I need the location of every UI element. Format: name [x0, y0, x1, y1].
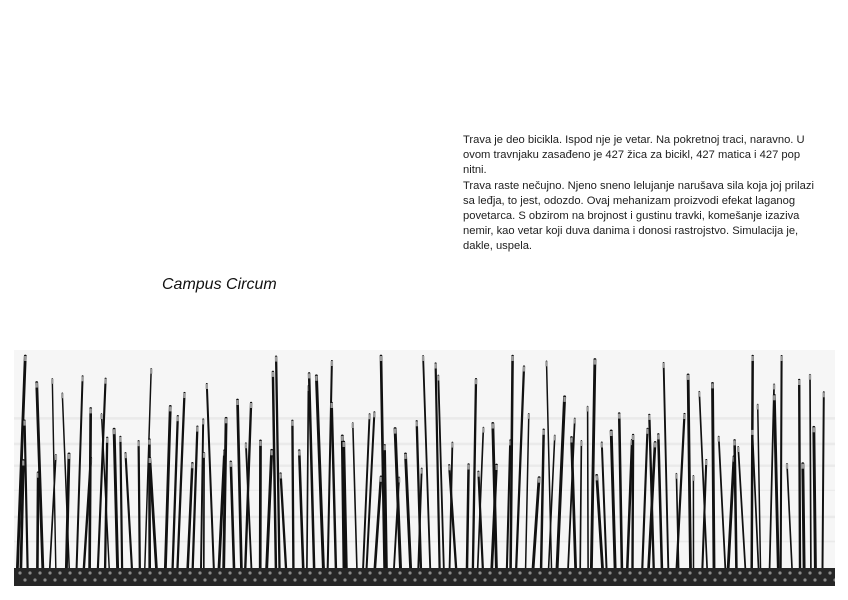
base-hole	[393, 578, 396, 581]
base-hole	[763, 578, 766, 581]
base-hole	[33, 578, 36, 581]
base-hole	[28, 571, 31, 574]
base-hole	[498, 571, 501, 574]
base-hole	[153, 578, 156, 581]
haze-line	[14, 541, 835, 543]
spoke-nipple	[343, 442, 345, 447]
base-hole	[738, 571, 741, 574]
spoke	[292, 421, 293, 568]
base-hole	[643, 578, 646, 581]
base-hole	[123, 578, 126, 581]
base-hole	[658, 571, 661, 574]
base-hole	[103, 578, 106, 581]
spoke-nipple	[823, 392, 825, 397]
spoke-nipple	[692, 476, 694, 481]
base-hole	[773, 578, 776, 581]
base-hole	[308, 571, 311, 574]
base-hole	[513, 578, 516, 581]
base-hole	[638, 571, 641, 574]
base-hole	[473, 578, 476, 581]
base-hole	[678, 571, 681, 574]
base-hole	[618, 571, 621, 574]
base-hole	[708, 571, 711, 574]
spoke-nipple	[68, 454, 70, 459]
base-hole	[373, 578, 376, 581]
base-hole	[313, 578, 316, 581]
spoke	[633, 435, 634, 568]
base-hole	[258, 571, 261, 574]
base-hole	[528, 571, 531, 574]
base-hole	[668, 571, 671, 574]
spoke-nipple	[786, 464, 788, 469]
base-hole	[493, 578, 496, 581]
spoke-nipple	[687, 375, 689, 380]
base-hole	[353, 578, 356, 581]
spoke-nipple	[275, 357, 277, 362]
base-hole	[163, 578, 166, 581]
base-hole	[198, 571, 201, 574]
base-hole	[78, 571, 81, 574]
spoke-nipple	[113, 429, 115, 434]
spoke-nipple	[137, 441, 139, 446]
spoke-nipple	[528, 414, 530, 419]
base-hole	[428, 571, 431, 574]
base-hole	[688, 571, 691, 574]
article-paragraph-1: Trava je deo bicikla. Ispod nje je vetar. Na pokretnoj traci, naravno. U ovom travnjaku zasađeno je 427 žica za bicikl, 427 matica i 427 pop nitni.	[463, 134, 805, 177]
base-hole	[623, 578, 626, 581]
spoke-nipple	[705, 460, 707, 465]
base-hole	[558, 571, 561, 574]
base-hole	[88, 571, 91, 574]
spoke-nipple	[733, 440, 735, 445]
spoke-nipple	[271, 450, 273, 455]
base-hole	[18, 571, 21, 574]
base-hole	[253, 578, 256, 581]
base-hole	[228, 571, 231, 574]
base-hole	[143, 578, 146, 581]
spoke-nipple	[298, 451, 300, 456]
base-hole	[753, 578, 756, 581]
spoke-nipple	[737, 447, 739, 452]
spoke-nipple	[61, 393, 63, 398]
base-hole	[798, 571, 801, 574]
spoke	[799, 380, 800, 568]
base-hole	[508, 571, 511, 574]
base-hole	[73, 578, 76, 581]
spoke-nipple	[196, 427, 198, 432]
spoke-nipple	[813, 427, 815, 432]
base-hole	[808, 571, 811, 574]
base-hole	[203, 578, 206, 581]
spoke-nipple	[236, 400, 238, 405]
article-text	[463, 133, 823, 255]
spoke-nipple	[654, 442, 656, 447]
base-hole	[168, 571, 171, 574]
spoke-nipple	[421, 469, 423, 474]
base-hole	[728, 571, 731, 574]
spoke-nipple	[272, 372, 274, 377]
spoke-nipple	[798, 380, 800, 385]
base-hole	[83, 578, 86, 581]
base-hole	[128, 571, 131, 574]
spoke-nipple	[90, 408, 92, 413]
base-hole	[488, 571, 491, 574]
base-hole	[823, 578, 826, 581]
spoke-nipple	[475, 379, 477, 384]
spoke-nipple	[81, 376, 83, 381]
base-hole	[543, 578, 546, 581]
spoke-nipple	[437, 376, 439, 381]
base-hole	[593, 578, 596, 581]
base-hole	[718, 571, 721, 574]
spoke-nipple	[545, 361, 547, 366]
spoke-nipple	[202, 419, 204, 424]
spoke-nipple	[148, 440, 150, 445]
base-hole	[38, 571, 41, 574]
base-hole	[588, 571, 591, 574]
base-hole	[58, 571, 61, 574]
base-hole	[813, 578, 816, 581]
spoke-nipple	[448, 465, 450, 470]
base-hole	[158, 571, 161, 574]
spoke-nipple	[225, 418, 227, 423]
base-hole	[218, 571, 221, 574]
spoke-nipple	[554, 435, 556, 440]
base-hole	[758, 571, 761, 574]
base-hole	[538, 571, 541, 574]
spoke-nipple	[574, 419, 576, 424]
spoke-nipple	[586, 407, 588, 412]
spoke	[735, 440, 737, 568]
base-hole	[173, 578, 176, 581]
spoke-nipple	[618, 414, 620, 419]
base-hole	[788, 571, 791, 574]
base-hole	[383, 578, 386, 581]
base-hole	[318, 571, 321, 574]
base-hole	[293, 578, 296, 581]
base-hole	[518, 571, 521, 574]
base-hole	[578, 571, 581, 574]
spoke-nipple	[104, 379, 106, 384]
base-hole	[683, 578, 686, 581]
base-hole	[93, 578, 96, 581]
base-hole	[483, 578, 486, 581]
base-hole	[23, 578, 26, 581]
base-hole	[828, 571, 831, 574]
spoke-nipple	[422, 356, 424, 361]
base-hole	[653, 578, 656, 581]
spoke	[37, 473, 38, 568]
spoke-nipple	[451, 443, 453, 448]
base-hole	[648, 571, 651, 574]
base-hole	[458, 571, 461, 574]
base-hole	[418, 571, 421, 574]
spoke-nipple	[511, 356, 513, 361]
base-hole	[613, 578, 616, 581]
base-hole	[118, 571, 121, 574]
spoke	[803, 464, 804, 568]
spoke-nipple	[646, 429, 648, 434]
base-hole	[243, 578, 246, 581]
base-hole	[248, 571, 251, 574]
base-hole	[183, 578, 186, 581]
spoke-nipple	[106, 438, 108, 443]
base-hole	[603, 578, 606, 581]
spoke-nipple	[757, 405, 759, 410]
base-hole	[573, 578, 576, 581]
base-hole	[468, 571, 471, 574]
spoke	[814, 427, 816, 568]
base-hole	[148, 571, 151, 574]
spoke-nipple	[543, 430, 545, 435]
spoke-nipple	[250, 403, 252, 408]
spoke-nipple	[563, 397, 565, 402]
spoke-nipple	[380, 356, 382, 361]
spoke-nipple	[773, 395, 775, 400]
base-hole	[53, 578, 56, 581]
spoke-nipple	[291, 421, 293, 426]
spoke-nipple	[523, 367, 525, 372]
spoke-nipple	[580, 441, 582, 446]
base-hole	[733, 578, 736, 581]
spoke	[139, 441, 140, 568]
spoke-nipple	[538, 478, 540, 483]
base-hole	[328, 571, 331, 574]
base-hole	[723, 578, 726, 581]
base-hole	[748, 571, 751, 574]
spoke-nipple	[368, 414, 370, 419]
article-paragraph-2: Trava raste nečujno. Njeno sneno lelujanje narušava sila koja joj prilazi sa leđja, to jest, odozdo. Ovaj mehanizam proizvodi efekat laganog povetarca. S obzirom na brojnost i gustinu travki, komešanje izaziva nemir, kao vetar koji duva danima i donosi rastrojstvo. Simulacija je, dakle, uspela.	[463, 179, 814, 253]
base-hole	[698, 571, 701, 574]
base-hole	[378, 571, 381, 574]
base-hole	[783, 578, 786, 581]
spoke	[752, 356, 753, 568]
base-hole	[598, 571, 601, 574]
spoke	[588, 407, 589, 569]
base-hole	[268, 571, 271, 574]
spoke	[467, 465, 469, 569]
spoke-nipple	[662, 363, 664, 368]
spoke-nipple	[183, 393, 185, 398]
base-hole	[403, 578, 406, 581]
base-hole	[288, 571, 291, 574]
spoke-nipple	[124, 453, 126, 458]
base-hole	[63, 578, 66, 581]
spoke	[823, 392, 824, 568]
spoke-nipple	[698, 392, 700, 397]
base-hole	[273, 578, 276, 581]
base-hole	[633, 578, 636, 581]
base-hole	[43, 578, 46, 581]
spoke-nipple	[711, 383, 713, 388]
spoke-nipple	[802, 464, 804, 469]
spoke-nipple	[191, 463, 193, 468]
base-hole	[303, 578, 306, 581]
base-hole	[433, 578, 436, 581]
spoke-nipple	[230, 462, 232, 467]
spoke-nipple	[773, 384, 775, 389]
base-hole	[713, 578, 716, 581]
base-hole	[398, 571, 401, 574]
base-hole	[503, 578, 506, 581]
spoke-nipple	[36, 383, 38, 388]
base-hole	[568, 571, 571, 574]
spoke-nipple	[809, 375, 811, 380]
spoke-nipple	[495, 465, 497, 470]
spoke-nipple	[594, 360, 596, 365]
spoke-nipple	[394, 429, 396, 434]
spoke-nipple	[477, 472, 479, 477]
spoke-nipple	[416, 421, 418, 426]
spoke	[810, 375, 811, 568]
base-hole	[368, 571, 371, 574]
spoke-nipple	[752, 356, 754, 361]
base-hole	[423, 578, 426, 581]
base-hole	[703, 578, 706, 581]
spoke-nipple	[206, 384, 208, 389]
base-hole	[448, 571, 451, 574]
base-hole	[778, 571, 781, 574]
spoke-nipple	[601, 443, 603, 448]
spoke-nipple	[384, 445, 386, 450]
spoke-nipple	[352, 423, 354, 428]
base-hole	[413, 578, 416, 581]
base-hole	[663, 578, 666, 581]
base-hole	[438, 571, 441, 574]
base-hole	[673, 578, 676, 581]
base-hole	[793, 578, 796, 581]
spoke-nipple	[55, 455, 57, 460]
base-hole	[463, 578, 466, 581]
spoke-nipple	[482, 428, 484, 433]
base-hole	[818, 571, 821, 574]
spoke-nipple	[100, 414, 102, 419]
spoke-nipple	[259, 441, 261, 446]
spoke	[781, 356, 782, 568]
base-hole	[238, 571, 241, 574]
spoke-nipple	[22, 461, 24, 466]
base-hole	[178, 571, 181, 574]
base-hole	[523, 578, 526, 581]
spoke-nipple	[718, 437, 720, 442]
spoke-nipple	[648, 415, 650, 420]
spoke-nipple	[570, 438, 572, 443]
base-hole	[693, 578, 696, 581]
spoke-nipple	[23, 421, 25, 426]
base-hole	[108, 571, 111, 574]
base-hole	[408, 571, 411, 574]
haze-line	[14, 490, 835, 491]
base-hole	[133, 578, 136, 581]
base-hole	[98, 571, 101, 574]
base-hole	[113, 578, 116, 581]
base-hole	[48, 571, 51, 574]
spoke-nipple	[279, 474, 281, 479]
spoke-nipple	[751, 430, 753, 435]
base-hole	[358, 571, 361, 574]
base-hole	[68, 571, 71, 574]
base-hole	[743, 578, 746, 581]
spoke-nipple	[780, 356, 782, 361]
base-hole	[278, 571, 281, 574]
work-title: Campus Circum	[162, 276, 277, 293]
spoke-nipple	[119, 437, 121, 442]
base-hole	[333, 578, 336, 581]
base-hole	[348, 571, 351, 574]
base-hole	[138, 571, 141, 574]
base-hole	[803, 578, 806, 581]
spoke-nipple	[315, 376, 317, 381]
base-hole	[363, 578, 366, 581]
spoke-nipple	[331, 361, 333, 366]
base-hole	[188, 571, 191, 574]
base-hole	[548, 571, 551, 574]
spoke-nipple	[675, 474, 677, 479]
spoke-nipple	[657, 434, 659, 439]
base-hole	[338, 571, 341, 574]
base-hole	[443, 578, 446, 581]
base-hole	[533, 578, 536, 581]
spoke-nipple	[467, 465, 469, 470]
spoke	[713, 383, 715, 568]
base-hole	[768, 571, 771, 574]
spoke-nipple	[51, 379, 53, 384]
spoke-nipple	[596, 475, 598, 480]
perforated-base	[14, 568, 835, 586]
spoke-nipple	[610, 431, 612, 436]
spoke-nipple	[308, 373, 310, 378]
base-hole	[453, 578, 456, 581]
spoke-nipple	[245, 443, 247, 448]
base-hole	[323, 578, 326, 581]
spoke-nipple	[169, 406, 171, 411]
spoke-nipple	[331, 403, 333, 408]
spoke-nipple	[24, 356, 26, 361]
base-hole	[233, 578, 236, 581]
base-hole	[208, 571, 211, 574]
spoke-nipple	[341, 436, 343, 441]
base-hole	[223, 578, 226, 581]
spoke-nipple	[150, 369, 152, 374]
base-hole	[628, 571, 631, 574]
base-hole	[298, 571, 301, 574]
grass-spokes-photo	[14, 350, 835, 586]
spoke-nipple	[373, 412, 375, 417]
spoke-nipple	[492, 424, 494, 429]
base-hole	[478, 571, 481, 574]
spoke-nipple	[203, 453, 205, 458]
spoke-nipple	[434, 364, 436, 369]
base-hole	[263, 578, 266, 581]
spoke-nipple	[632, 435, 634, 440]
base-hole	[283, 578, 286, 581]
spoke-nipple	[404, 454, 406, 459]
spoke-nipple	[177, 416, 179, 421]
base-hole	[608, 571, 611, 574]
spoke-nipple	[683, 414, 685, 419]
spoke	[90, 408, 91, 568]
haze-line	[14, 516, 835, 519]
base-hole	[343, 578, 346, 581]
base-hole	[388, 571, 391, 574]
base-hole	[213, 578, 216, 581]
base-hole	[563, 578, 566, 581]
spoke-nipple	[149, 458, 151, 463]
base-hole	[553, 578, 556, 581]
base-hole	[583, 578, 586, 581]
base-hole	[193, 578, 196, 581]
